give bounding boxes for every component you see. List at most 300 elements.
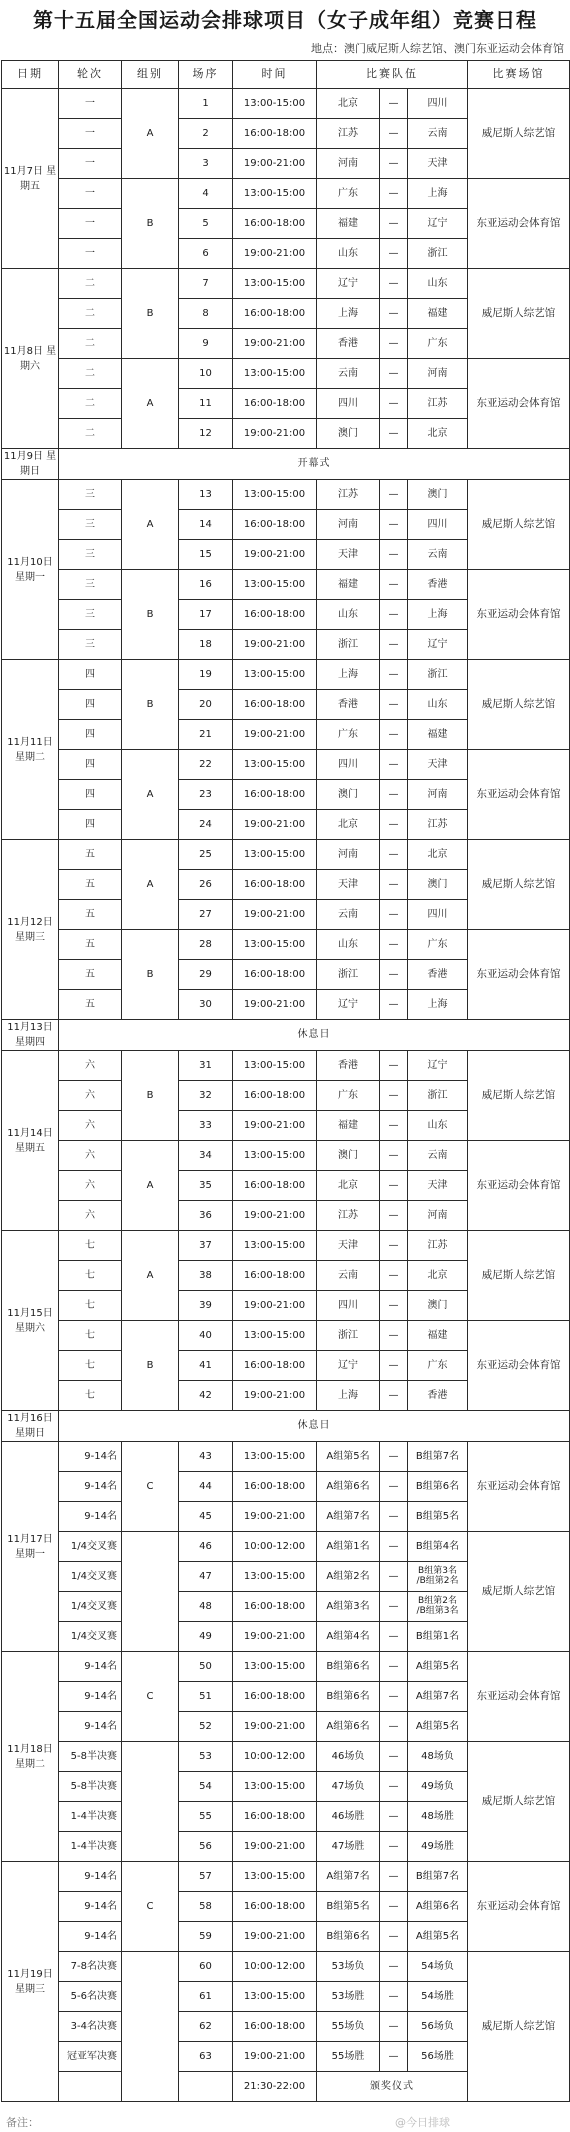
team2-cell: B组第6名 bbox=[408, 1472, 468, 1502]
match-no-cell: 58 bbox=[179, 1892, 233, 1922]
vs-dash: — bbox=[380, 1622, 408, 1652]
team1-cell: 北京 bbox=[317, 89, 380, 119]
vs-dash: — bbox=[380, 510, 408, 540]
table-row bbox=[2, 1231, 570, 1261]
team1-cell: 天津 bbox=[317, 540, 380, 570]
date-cell: 11月14日 星期五 bbox=[2, 1051, 59, 1231]
match-no-cell: 19 bbox=[179, 660, 233, 690]
vs-dash: — bbox=[380, 1892, 408, 1922]
table-row bbox=[2, 1862, 570, 1892]
round-cell: 七 bbox=[59, 1321, 122, 1351]
team1-cell: 江苏 bbox=[317, 480, 380, 510]
vs-dash: — bbox=[380, 329, 408, 359]
team2-cell: 56场负 bbox=[408, 2012, 468, 2042]
team1-cell: A组第7名 bbox=[317, 1502, 380, 1532]
team1-cell: 山东 bbox=[317, 600, 380, 630]
team2-cell: 福建 bbox=[408, 299, 468, 329]
round-cell: 五 bbox=[59, 870, 122, 900]
date-cell: 11月18日 星期二 bbox=[2, 1652, 59, 1862]
group-cell: A bbox=[122, 1141, 179, 1231]
team1-cell: A组第7名 bbox=[317, 1862, 380, 1892]
team2-cell: 辽宁 bbox=[408, 209, 468, 239]
group-cell bbox=[122, 1952, 179, 2102]
time-cell: 16:00-18:00 bbox=[233, 600, 317, 630]
time-cell: 16:00-18:00 bbox=[233, 1081, 317, 1111]
team2-cell: 上海 bbox=[408, 179, 468, 209]
team2-cell: 49场负 bbox=[408, 1772, 468, 1802]
team1-cell: 云南 bbox=[317, 900, 380, 930]
round-cell: 三 bbox=[59, 510, 122, 540]
vs-dash: — bbox=[380, 480, 408, 510]
team2-cell: 广东 bbox=[408, 1351, 468, 1381]
table-row bbox=[2, 840, 570, 870]
vs-dash: — bbox=[380, 840, 408, 870]
team2-cell: 澳门 bbox=[408, 480, 468, 510]
team1-cell: 四川 bbox=[317, 1291, 380, 1321]
venue-cell: 东亚运动会体育馆 bbox=[468, 359, 570, 449]
venue-cell: 东亚运动会体育馆 bbox=[468, 750, 570, 840]
team1-cell: 山东 bbox=[317, 239, 380, 269]
header-date: 日期 bbox=[2, 61, 59, 89]
time-cell: 19:00-21:00 bbox=[233, 540, 317, 570]
header-group: 组别 bbox=[122, 61, 179, 89]
venue-cell: 东亚运动会体育馆 bbox=[468, 1141, 570, 1231]
team1-cell: 香港 bbox=[317, 1051, 380, 1081]
round-cell: 1/4交叉赛 bbox=[59, 1532, 122, 1562]
match-no-cell: 10 bbox=[179, 359, 233, 389]
vs-dash: — bbox=[380, 1111, 408, 1141]
team1-cell: B组第6名 bbox=[317, 1682, 380, 1712]
time-cell: 13:00-15:00 bbox=[233, 1862, 317, 1892]
time-cell: 13:00-15:00 bbox=[233, 570, 317, 600]
round-cell: 四 bbox=[59, 660, 122, 690]
date-cell: 11月12日 星期三 bbox=[2, 840, 59, 1020]
team1-cell: A组第2名 bbox=[317, 1562, 380, 1592]
round-cell: 9-14名 bbox=[59, 1472, 122, 1502]
time-cell: 19:00-21:00 bbox=[233, 2042, 317, 2072]
vs-dash: — bbox=[380, 900, 408, 930]
team1-cell: 云南 bbox=[317, 1261, 380, 1291]
time-cell: 19:00-21:00 bbox=[233, 1502, 317, 1532]
team2-cell: 四川 bbox=[408, 89, 468, 119]
time-cell: 13:00-15:00 bbox=[233, 1141, 317, 1171]
vs-dash: — bbox=[380, 1351, 408, 1381]
vs-dash: — bbox=[380, 1201, 408, 1231]
team2-cell: 浙江 bbox=[408, 1081, 468, 1111]
round-cell: 9-14名 bbox=[59, 1892, 122, 1922]
team1-cell: 上海 bbox=[317, 1381, 380, 1411]
match-no-cell: 31 bbox=[179, 1051, 233, 1081]
vs-dash: — bbox=[380, 990, 408, 1020]
team2-cell: 云南 bbox=[408, 119, 468, 149]
match-no-cell: 27 bbox=[179, 900, 233, 930]
time-cell: 19:00-21:00 bbox=[233, 1381, 317, 1411]
vs-dash: — bbox=[380, 600, 408, 630]
team2-cell: 山东 bbox=[408, 690, 468, 720]
team2-cell: 北京 bbox=[408, 1261, 468, 1291]
team1-cell: 辽宁 bbox=[317, 269, 380, 299]
page-title: 第十五届全国运动会排球项目（女子成年组）竞赛日程 bbox=[33, 7, 537, 32]
team2-cell: 辽宁 bbox=[408, 1051, 468, 1081]
special-event: 休息日 bbox=[59, 1020, 570, 1051]
round-cell bbox=[59, 2072, 122, 2102]
team2-cell: 山东 bbox=[408, 1111, 468, 1141]
team1-cell: 浙江 bbox=[317, 960, 380, 990]
team2-cell: 江苏 bbox=[408, 389, 468, 419]
team1-cell: 福建 bbox=[317, 209, 380, 239]
venue-line: 地点：澳门威尼斯人综艺馆、澳门东亚运动会体育馆 bbox=[311, 42, 564, 55]
vs-dash: — bbox=[380, 720, 408, 750]
team2-cell: A组第6名 bbox=[408, 1892, 468, 1922]
round-cell: 七 bbox=[59, 1261, 122, 1291]
team1-cell: 55场负 bbox=[317, 2012, 380, 2042]
team2-cell: 浙江 bbox=[408, 239, 468, 269]
match-no-cell: 18 bbox=[179, 630, 233, 660]
header-time: 时间 bbox=[233, 61, 317, 89]
round-cell: 七 bbox=[59, 1381, 122, 1411]
match-no-cell bbox=[179, 2072, 233, 2102]
special-event: 开幕式 bbox=[59, 449, 570, 480]
team2-cell: 福建 bbox=[408, 720, 468, 750]
team2-cell: A组第5名 bbox=[408, 1922, 468, 1952]
round-cell: 一 bbox=[59, 239, 122, 269]
round-cell: 七 bbox=[59, 1351, 122, 1381]
vs-dash: — bbox=[380, 1051, 408, 1081]
vs-dash: — bbox=[380, 1261, 408, 1291]
time-cell: 19:00-21:00 bbox=[233, 239, 317, 269]
round-cell: 四 bbox=[59, 750, 122, 780]
match-no-cell: 1 bbox=[179, 89, 233, 119]
vs-dash: — bbox=[380, 119, 408, 149]
vs-dash: — bbox=[380, 269, 408, 299]
special-row bbox=[2, 1020, 570, 1051]
match-no-cell: 36 bbox=[179, 1201, 233, 1231]
vs-dash: — bbox=[380, 299, 408, 329]
date-cell: 11月13日 星期四 bbox=[2, 1020, 59, 1051]
vs-dash: — bbox=[380, 389, 408, 419]
group-cell: B bbox=[122, 930, 179, 1020]
round-cell: 一 bbox=[59, 209, 122, 239]
group-cell: B bbox=[122, 570, 179, 660]
date-cell: 11月16日 星期日 bbox=[2, 1411, 59, 1442]
round-cell: 1-4半决赛 bbox=[59, 1832, 122, 1862]
round-cell: 六 bbox=[59, 1111, 122, 1141]
venue-cell: 威尼斯人综艺馆 bbox=[468, 269, 570, 359]
award-label-cell: 颁奖仪式 bbox=[317, 2072, 468, 2102]
match-no-cell: 2 bbox=[179, 119, 233, 149]
team1-cell: A组第4名 bbox=[317, 1622, 380, 1652]
time-cell: 13:00-15:00 bbox=[233, 930, 317, 960]
team2-cell: 云南 bbox=[408, 540, 468, 570]
team1-cell: 福建 bbox=[317, 570, 380, 600]
match-no-cell: 15 bbox=[179, 540, 233, 570]
venue-cell: 威尼斯人综艺馆 bbox=[468, 1532, 570, 1652]
vs-dash: — bbox=[380, 1712, 408, 1742]
round-cell: 1/4交叉赛 bbox=[59, 1562, 122, 1592]
team1-cell: A组第6名 bbox=[317, 1472, 380, 1502]
vs-dash: — bbox=[380, 1291, 408, 1321]
round-cell: 六 bbox=[59, 1081, 122, 1111]
vs-dash: — bbox=[380, 2012, 408, 2042]
time-cell: 16:00-18:00 bbox=[233, 1472, 317, 1502]
round-cell: 二 bbox=[59, 299, 122, 329]
header-match-no: 场序 bbox=[179, 61, 233, 89]
team2-cell: B组第7名 bbox=[408, 1862, 468, 1892]
round-cell: 七 bbox=[59, 1291, 122, 1321]
time-cell: 19:00-21:00 bbox=[233, 149, 317, 179]
time-cell: 13:00-15:00 bbox=[233, 1231, 317, 1261]
team2-cell: 56场胜 bbox=[408, 2042, 468, 2072]
vs-dash: — bbox=[380, 690, 408, 720]
team1-cell: 53场胜 bbox=[317, 1982, 380, 2012]
team2-cell: 澳门 bbox=[408, 870, 468, 900]
team2-cell: 54场负 bbox=[408, 1952, 468, 1982]
team1-cell: 天津 bbox=[317, 1231, 380, 1261]
vs-dash: — bbox=[380, 149, 408, 179]
match-no-cell: 12 bbox=[179, 419, 233, 449]
team1-cell: 浙江 bbox=[317, 1321, 380, 1351]
match-no-cell: 62 bbox=[179, 2012, 233, 2042]
table-row bbox=[2, 1742, 570, 1772]
team1-cell: 47场负 bbox=[317, 1772, 380, 1802]
vs-dash: — bbox=[380, 1772, 408, 1802]
round-cell: 1-4半决赛 bbox=[59, 1802, 122, 1832]
match-no-cell: 32 bbox=[179, 1081, 233, 1111]
match-no-cell: 61 bbox=[179, 1982, 233, 2012]
time-cell: 16:00-18:00 bbox=[233, 1351, 317, 1381]
round-cell: 六 bbox=[59, 1171, 122, 1201]
header-venue: 比赛场馆 bbox=[468, 61, 570, 89]
round-cell: 五 bbox=[59, 900, 122, 930]
vs-dash: — bbox=[380, 1862, 408, 1892]
round-cell: 二 bbox=[59, 329, 122, 359]
team1-cell: 四川 bbox=[317, 389, 380, 419]
match-no-cell: 42 bbox=[179, 1381, 233, 1411]
date-cell: 11月15日 星期六 bbox=[2, 1231, 59, 1411]
match-no-cell: 38 bbox=[179, 1261, 233, 1291]
time-cell: 13:00-15:00 bbox=[233, 1772, 317, 1802]
table-row bbox=[2, 1952, 570, 1982]
date-cell: 11月17日 星期一 bbox=[2, 1442, 59, 1652]
group-cell: A bbox=[122, 359, 179, 449]
vs-dash: — bbox=[380, 810, 408, 840]
vs-dash: — bbox=[380, 960, 408, 990]
time-cell: 19:00-21:00 bbox=[233, 419, 317, 449]
match-no-cell: 25 bbox=[179, 840, 233, 870]
match-no-cell: 13 bbox=[179, 480, 233, 510]
vs-dash: — bbox=[380, 239, 408, 269]
time-cell: 19:00-21:00 bbox=[233, 990, 317, 1020]
team2-cell: A组第7名 bbox=[408, 1682, 468, 1712]
round-cell: 7-8名决赛 bbox=[59, 1952, 122, 1982]
match-no-cell: 49 bbox=[179, 1622, 233, 1652]
date-cell: 11月8日 星期六 bbox=[2, 269, 59, 449]
team1-cell: 天津 bbox=[317, 870, 380, 900]
round-cell: 9-14名 bbox=[59, 1862, 122, 1892]
vs-dash: — bbox=[380, 1081, 408, 1111]
team2-cell: 天津 bbox=[408, 750, 468, 780]
team1-cell: A组第6名 bbox=[317, 1712, 380, 1742]
group-cell bbox=[122, 1742, 179, 1862]
match-no-cell: 17 bbox=[179, 600, 233, 630]
time-cell: 10:00-12:00 bbox=[233, 1742, 317, 1772]
vs-dash: — bbox=[380, 1171, 408, 1201]
team1-cell: 河南 bbox=[317, 840, 380, 870]
group-cell: A bbox=[122, 480, 179, 570]
team2-cell: 香港 bbox=[408, 960, 468, 990]
team2-cell: 河南 bbox=[408, 780, 468, 810]
time-cell: 10:00-12:00 bbox=[233, 1532, 317, 1562]
team2-cell: 四川 bbox=[408, 510, 468, 540]
round-cell: 一 bbox=[59, 119, 122, 149]
match-no-cell: 26 bbox=[179, 870, 233, 900]
team2-cell: 山东 bbox=[408, 269, 468, 299]
match-no-cell: 7 bbox=[179, 269, 233, 299]
vs-dash: — bbox=[380, 1562, 408, 1592]
time-cell: 19:00-21:00 bbox=[233, 1201, 317, 1231]
match-no-cell: 37 bbox=[179, 1231, 233, 1261]
vs-dash: — bbox=[380, 1682, 408, 1712]
vs-dash: — bbox=[380, 1592, 408, 1622]
time-cell: 13:00-15:00 bbox=[233, 1321, 317, 1351]
match-no-cell: 5 bbox=[179, 209, 233, 239]
team2-cell: 上海 bbox=[408, 600, 468, 630]
vs-dash: — bbox=[380, 870, 408, 900]
date-cell: 11月19日 星期三 bbox=[2, 1862, 59, 2102]
team1-cell: 澳门 bbox=[317, 780, 380, 810]
date-cell: 11月11日 星期二 bbox=[2, 660, 59, 840]
round-cell: 六 bbox=[59, 1051, 122, 1081]
header-row bbox=[2, 61, 570, 89]
time-cell: 13:00-15:00 bbox=[233, 1442, 317, 1472]
match-no-cell: 3 bbox=[179, 149, 233, 179]
team1-cell: 香港 bbox=[317, 329, 380, 359]
special-row bbox=[2, 449, 570, 480]
team1-cell: 山东 bbox=[317, 930, 380, 960]
team2-cell: 河南 bbox=[408, 1201, 468, 1231]
team1-cell: 澳门 bbox=[317, 419, 380, 449]
venue-cell: 威尼斯人综艺馆 bbox=[468, 1952, 570, 2102]
team2-cell: A组第5名 bbox=[408, 1712, 468, 1742]
time-cell: 16:00-18:00 bbox=[233, 2012, 317, 2042]
time-cell: 13:00-15:00 bbox=[233, 269, 317, 299]
match-no-cell: 23 bbox=[179, 780, 233, 810]
match-no-cell: 47 bbox=[179, 1562, 233, 1592]
table-row bbox=[2, 1141, 570, 1171]
match-no-cell: 14 bbox=[179, 510, 233, 540]
match-no-cell: 48 bbox=[179, 1592, 233, 1622]
match-no-cell: 43 bbox=[179, 1442, 233, 1472]
time-cell: 16:00-18:00 bbox=[233, 960, 317, 990]
team2-cell: 江苏 bbox=[408, 810, 468, 840]
round-cell: 9-14名 bbox=[59, 1922, 122, 1952]
round-cell: 五 bbox=[59, 960, 122, 990]
award-time-cell: 21:30-22:00 bbox=[233, 2072, 317, 2102]
time-cell: 13:00-15:00 bbox=[233, 480, 317, 510]
match-no-cell: 9 bbox=[179, 329, 233, 359]
table-row bbox=[2, 89, 570, 119]
venue-cell: 威尼斯人综艺馆 bbox=[468, 1051, 570, 1141]
time-cell: 19:00-21:00 bbox=[233, 630, 317, 660]
venue-cell: 东亚运动会体育馆 bbox=[468, 179, 570, 269]
table-row bbox=[2, 930, 570, 960]
venue-cell: 威尼斯人综艺馆 bbox=[468, 89, 570, 179]
time-cell: 13:00-15:00 bbox=[233, 660, 317, 690]
match-no-cell: 20 bbox=[179, 690, 233, 720]
vs-dash: — bbox=[380, 1502, 408, 1532]
venue-cell: 威尼斯人综艺馆 bbox=[468, 1231, 570, 1321]
match-no-cell: 46 bbox=[179, 1532, 233, 1562]
team1-cell: 辽宁 bbox=[317, 990, 380, 1020]
venue-cell: 威尼斯人综艺馆 bbox=[468, 660, 570, 750]
group-cell: A bbox=[122, 750, 179, 840]
time-cell: 16:00-18:00 bbox=[233, 780, 317, 810]
time-cell: 16:00-18:00 bbox=[233, 119, 317, 149]
match-no-cell: 8 bbox=[179, 299, 233, 329]
round-cell: 9-14名 bbox=[59, 1712, 122, 1742]
vs-dash: — bbox=[380, 540, 408, 570]
vs-dash: — bbox=[380, 1922, 408, 1952]
vs-dash: — bbox=[380, 1141, 408, 1171]
team1-cell: 四川 bbox=[317, 750, 380, 780]
time-cell: 19:00-21:00 bbox=[233, 1622, 317, 1652]
round-cell: 3-4名决赛 bbox=[59, 2012, 122, 2042]
round-cell: 五 bbox=[59, 930, 122, 960]
team2-cell: 广东 bbox=[408, 930, 468, 960]
match-no-cell: 6 bbox=[179, 239, 233, 269]
team1-cell: 北京 bbox=[317, 810, 380, 840]
match-no-cell: 16 bbox=[179, 570, 233, 600]
group-cell: B bbox=[122, 1051, 179, 1141]
vs-dash: — bbox=[380, 419, 408, 449]
team2-cell: 上海 bbox=[408, 990, 468, 1020]
round-cell: 5-8半决赛 bbox=[59, 1772, 122, 1802]
round-cell: 五 bbox=[59, 840, 122, 870]
team2-cell: 云南 bbox=[408, 1141, 468, 1171]
team2-cell: 北京 bbox=[408, 840, 468, 870]
team1-cell: 澳门 bbox=[317, 1141, 380, 1171]
team2-cell: B组第4名 bbox=[408, 1532, 468, 1562]
round-cell: 三 bbox=[59, 570, 122, 600]
round-cell: 冠亚军决赛 bbox=[59, 2042, 122, 2072]
team1-cell: B组第6名 bbox=[317, 1922, 380, 1952]
round-cell: 三 bbox=[59, 630, 122, 660]
team2-cell: B组第2名 /B组第3名 bbox=[408, 1592, 468, 1622]
time-cell: 16:00-18:00 bbox=[233, 1261, 317, 1291]
time-cell: 19:00-21:00 bbox=[233, 1712, 317, 1742]
table-row bbox=[2, 1321, 570, 1351]
round-cell: 三 bbox=[59, 600, 122, 630]
venue-cell: 东亚运动会体育馆 bbox=[468, 1321, 570, 1411]
match-no-cell: 50 bbox=[179, 1652, 233, 1682]
round-cell: 二 bbox=[59, 359, 122, 389]
match-no-cell: 21 bbox=[179, 720, 233, 750]
team1-cell: 河南 bbox=[317, 149, 380, 179]
match-no-cell: 63 bbox=[179, 2042, 233, 2072]
vs-dash: — bbox=[380, 2042, 408, 2072]
team2-cell: B组第3名 /B组第2名 bbox=[408, 1562, 468, 1592]
vs-dash: — bbox=[380, 1742, 408, 1772]
team2-cell: B组第1名 bbox=[408, 1622, 468, 1652]
time-cell: 19:00-21:00 bbox=[233, 810, 317, 840]
venue-cell: 东亚运动会体育馆 bbox=[468, 570, 570, 660]
round-cell: 5-8半决赛 bbox=[59, 1742, 122, 1772]
match-no-cell: 41 bbox=[179, 1351, 233, 1381]
round-cell: 五 bbox=[59, 990, 122, 1020]
team2-cell: 河南 bbox=[408, 359, 468, 389]
team1-cell: B组第6名 bbox=[317, 1652, 380, 1682]
team2-cell: B组第7名 bbox=[408, 1442, 468, 1472]
